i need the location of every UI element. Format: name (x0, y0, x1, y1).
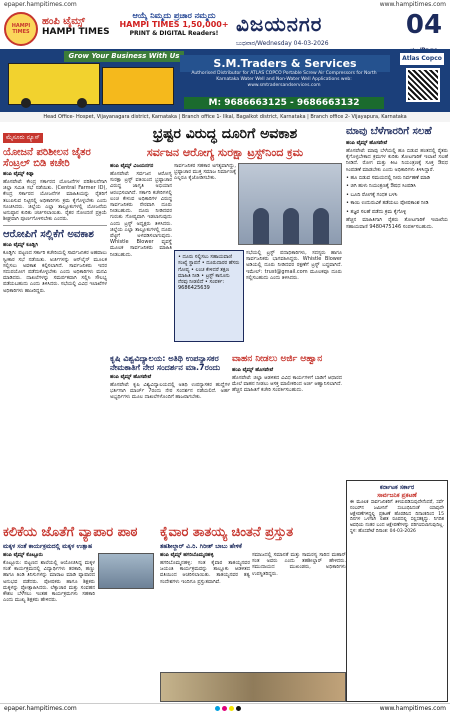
bottom-left-text: ಕೊಟ್ಟೂರು: ಪಟ್ಟಣದ ಶಾಲೆಯಲ್ಲಿ ಆಯೋಜಿಸಿದ್ದ ಮಕ್ಕಳ ಸಂತೆ ಕಾರ್ಯಕ್ರಮದಲ್ಲಿ ವಿದ್ಯಾರ್ಥಿಗಳು ತರಕಾರಿ, ಹಣ್ಣು ಹಾಗೂ ತಿಂಡಿ ತಿನಿಸುಗಳನ್ನು ಮಾರಾಟ ಮಾಡಿ ವ್ಯಾಪಾರದ ಅನುಭವ ಪಡೆದರು. ಪೋಷಕರು ಹಾಗೂ ಶಿಕ್ಷಕರು ಮಕ್ಕಳನ್ನು ಪ್ರೋತ್ಸಾಹಿಸಿದರು. ಲೆಕ್ಕಾಚಾರ ಮತ್ತು ಸಂವಹನ ಕೌಶಲ ಬೆಳೆಸಲು ಇಂತಹ ಕಾರ್ಯಕ್ರಮಗಳು ಸಹಕಾರಿ ಎಂದು ಮುಖ್ಯ ಶಿಕ್ಷಕರು ಹೇಳಿದರು. (3, 560, 95, 604)
promo-banner (118, 11, 230, 38)
main-byline: ಹಂಪಿ ಟೈಮ್ಸ್ ವಿಜಯನಗರ (110, 163, 154, 169)
bottom-mid-byline: ಹಂಪಿ ಟೈಮ್ಸ್ ಹಗರಿಬೊಮ್ಮನಹಳ್ಳಿ (160, 552, 214, 558)
sm-traders-advertisement[interactable] (0, 49, 450, 122)
main-story-photo (238, 163, 342, 245)
person-figure (253, 208, 269, 244)
right-headline: ಮಾವು ಬೆಳೆಗಾರರಿಗೆ ಸಲಹೆ (346, 126, 432, 137)
bottom-mid-photo (160, 672, 346, 702)
bottom-left-headline: ಕಲಿಕೆಯ ಜೊತೆಗೆ ವ್ಯಾಪಾರ ಪಾಠ (3, 525, 138, 540)
url-left[interactable]: epaper.hampitimes.com (4, 1, 77, 8)
left-body-2: ಕೂಡ್ಲಿಗಿ: ಪಟ್ಟಣದ ಸರ್ಕಾರಿ ಕಚೇರಿಯಲ್ಲಿ ಸಾರ್ವಜನಿಕರ ಅಹವಾಲು ಸ್ವೀಕಾರ ಸಭೆ ನಡೆಯಿತು. ಅರ್ಜಿಗಳನ್ನು ಆನ್‌ಲೈನ್ ಮೂಲಕ ಸಲ್ಲಿಸಲು ಅವಕಾಶ ಕಲ್ಪಿಸಲಾಗಿದೆ. ಸಾರ್ವಜನಿಕರು ಇದರ ಸದುಪಯೋಗ ಪಡೆದುಕೊಳ್ಳಬೇಕು ಎಂದು ಅಧಿಕಾರಿಗಳು ಮನವಿ ಮಾಡಿದರು. ದಾಖಲೆಗಳನ್ನು ಸಮರ್ಪಕವಾಗಿ ಸಲ್ಲಿಸಿ ಸೌಲಭ್ಯ ಪಡೆಯಬಹುದು ಎಂದು ತಿಳಿಸಿದರು. ಸಭೆಯಲ್ಲಿ ವಿವಿಧ ಇಲಾಖೆಗಳ ಅಧಿಕಾರಿಗಳು ಹಾಜರಿದ್ದರು. (3, 250, 107, 294)
bottom-left-body (3, 552, 95, 702)
person-figure (313, 208, 329, 244)
left-headline-1: ಯೋಜನೆ ಪರಿಶೀಲನ ಜೈತರ ಸೆಂಟ್ರಲ್ ಬಿಡಿ ಕಚೇರಿ (3, 147, 91, 169)
page-number: 04 (404, 12, 444, 64)
bottom-mid-body-2 (252, 552, 346, 672)
mid-byline-2: ಹಂಪಿ ಟೈಮ್ಸ್ ಹೊಸಪೇಟೆ (232, 367, 274, 373)
bottom-mid-headline: ಕೈವಾರ ತಾತಯ್ಯ ಚಿಂತನೆ ಪ್ರಸ್ತುತ (160, 525, 294, 540)
left-column (3, 124, 107, 524)
bottom-mid-text-2: ಸಮಾಜದಲ್ಲಿ ಸಮಾನತೆ ಮತ್ತು ಸಾಮರಸ್ಯ ಸಾರಿದ ಮಹಾನ್ ಸಂತ ಅವರು ಎಂದು ತಹಶೀಲ್ದಾರ್ ಹೇಳಿದರು. ಸಮುದಾಯದ ಮುಖಂಡರು, ಅಧಿಕಾರಿಗಳು ಉಪಸ್ಥಿತರಿದ್ದರು. (252, 552, 346, 577)
bottom-left-subhead: ಮಕ್ಕಳ ಸಂತೆ ಕಾರ್ಯಕ್ರಮದಲ್ಲಿ ಮಕ್ಕಳ ಉತ್ಸಾಹ (3, 543, 93, 550)
ad-tagline: Grow Your Business With Us (64, 51, 184, 62)
left-body-1: ಹೊಸಪೇಟೆ: ಕೇಂದ್ರ ಸರ್ಕಾರದ ಯೋಜನೆಗಳ ಪರಿಶೀಲನೆಗಾಗಿ ಜಿಲ್ಲಾ ಸಮಿತಿ ಸಭೆ ನಡೆಯಿತು. (Central Farmer ID), ಕೇಂದ್ರ ಸರ್ಕಾರದ ಯೋಜನೆಗಳ ಮಾಹಿತಿಯನ್ನು ರೈತರಿಗೆ ತಲುಪಿಸುವ ನಿಟ್ಟಿನಲ್ಲಿ ಅಧಿಕಾರಿಗಳು ಕ್ರಮ ಕೈಗೊಳ್ಳಬೇಕು ಎಂದು ಸೂಚಿಸಿದರು. ಜಿಲ್ಲೆಯ ಎಲ್ಲಾ ತಾಲ್ಲೂಕುಗಳಲ್ಲಿ ಯೋಜನೆಯ ಅನುಷ್ಠಾನ ಕುರಿತು ಚರ್ಚಿಸಲಾಯಿತು. ರೈತರ ನೋಂದಣಿ ಪ್ರಕ್ರಿಯೆ ಶೀಘ್ರವಾಗಿ ಪೂರ್ಣಗೊಳಿಸಬೇಕು ಎಂದರು. (3, 179, 107, 223)
main-body-text-3: ಸಭೆಯಲ್ಲಿ ಟ್ರಸ್ಟ್ ಪದಾಧಿಕಾರಿಗಳು, ಸದಸ್ಯರು ಹಾಗೂ ಸಾರ್ವಜನಿಕರು ಭಾಗವಹಿಸಿದ್ದರು. Whistle Blower ಅಡಿಯಲ್ಲಿ ದೂರು ನೀಡಿದವರ ರಕ್ಷಣೆಗೆ ಟ್ರಸ್ಟ್ ಬದ್ಧವಾಗಿದೆ. ಇಮೇಲ್: trust@gmail.com ಮೂಲಕವೂ ದೂರು ಸಲ್ಲಿಸಬಹುದು ಎಂದು ತಿಳಿಸಿದರು. (246, 250, 342, 281)
wheel-icon (21, 98, 31, 108)
notice-title: ಕರ್ನಾಟಕ ಸರ್ಕಾರ (379, 484, 415, 491)
ad-description: Authorised Distributor for ATLAS COPCO Portable Screw Air Compressors for North Karnataka Water Well and Non-Water Well Applications web: www.smtradersandservices.com (191, 71, 377, 88)
bullet-item: • ಹೂ ಬಿಡುವ ಸಮಯದಲ್ಲಿ ನೀರು ನಿರ್ವಹಣೆ ಮಾಡಿ (346, 174, 431, 181)
masthead (0, 10, 450, 48)
compressor-image-2 (102, 67, 174, 105)
bottom-left-photo (98, 553, 154, 589)
qr-code-icon[interactable] (406, 68, 440, 102)
main-headline: ಭ್ರಷ್ಟರ ವಿರುದ್ಧ ದೂರಿಗೆ ಅವಕಾಶ (152, 126, 298, 142)
footer-url-left[interactable]: epaper.hampitimes.com (4, 705, 77, 712)
divider (3, 225, 107, 226)
left-headline-2: ಆರೋಪಿಗೆ ಸಲ್ಲಿಕೆಗೆ ಅವಕಾಶ (3, 229, 94, 241)
right-body-2: ಹೆಚ್ಚಿನ ಮಾಹಿತಿಗಾಗಿ ರೈತರು ತೋಟಗಾರಿಕೆ ಇಲಾಖೆಯ ಸಹಾಯವಾಣಿ 9480475146 ಸಂಪರ್ಕಿಸಬಹುದು. (346, 217, 448, 230)
main-subhead: ಸರ್ವಜನ ಆರೋಗ್ಯ ಸುರಕ್ಷಾ ಟ್ರಸ್ಟ್‌ನಿಂದ ಕ್ರಮ (146, 146, 304, 159)
bullet-item: • ಬೂದಿ ರೋಗಕ್ಕೆ ಗಂಧಕ ಬಳಸಿ (346, 191, 398, 198)
url-right[interactable]: www.hampitimes.com (379, 1, 446, 8)
dateline: ಬುಧವಾರ/Wednesday 04-03-2026 (236, 40, 329, 47)
compressor-image (8, 63, 100, 105)
brand-kannada: ಹಂಪಿ ಟೈಮ್ಸ್ (42, 16, 85, 27)
wheel-icon (77, 98, 87, 108)
notice-body: ಈ ಮೂಲಕ ಸಾರ್ವಜನಿಕರಿಗೆ ತಿಳಿಯಪಡಿಸುವುದೇನೆಂದರೆ, ಸರ್ವೆ ನಂಬರ್‌ನ ಜಮೀನಿಗೆ ಸಂಬಂಧಿಸಿದಂತೆ ಯಾವುದೇ ಆಕ್ಷೇಪಣೆಗಳಿದ್ದಲ್ಲಿ ಪ್ರಕಟಣೆ ಹೊರಡಿಸಿದ ದಿನಾಂಕದಿಂದ 15 ದಿನಗಳ ಒಳಗಾಗಿ ಲಿಖಿತ ರೂಪದಲ್ಲಿ ಸಲ್ಲಿಸತಕ್ಕದ್ದು. ನಿಗದಿತ ಅವಧಿಯ ನಂತರ ಬಂದ ಆಕ್ಷೇಪಣೆಗಳನ್ನು ಪರಿಗಣಿಸಲಾಗುವುದಿಲ್ಲ. ಸ್ಥಳ: ಹೊಸಪೇಟೆ ದಿನಾಂಕ: 04-03-2026 (350, 500, 444, 534)
bottom-left-byline: ಹಂಪಿ ಟೈಮ್ಸ್ ಕೊಟ್ಟೂರು (3, 552, 43, 558)
left-byline-1: ಹಂಪಿ ಟೈಮ್ಸ್ ಕಿಡ್ನಾ (3, 171, 35, 177)
bullet-item: • ತಜ್ಞರ ಸಲಹೆ ಪಡೆದು ಕ್ರಮ ಕೈಗೊಳ್ಳಿ (346, 208, 407, 215)
mid-headline-1: ಕೃಷಿ ವಿಶ್ವವಿದ್ಯಾಲಯ: ಅತಿಥಿ ಉಪನ್ಯಾಸಕರ ನೇಮಕಾತಿಗೆ ನೇರ ಸಂದರ್ಶನ ಮಾ.7ರಂದು (110, 354, 221, 372)
ad-phone-numbers[interactable]: M: 9686663125 - 9686663132 (184, 97, 384, 109)
right-byline: ಹಂಪಿ ಟೈಮ್ಸ್ ಹೊಸಪೇಟೆ (346, 140, 388, 146)
promo-line-3: PRINT & DIGITAL Readers! (129, 30, 219, 37)
bullet-item: • ಕಾಯಿ ಉದುರುವಿಕೆ ತಡೆಯಲು ಪೋಷಕಾಂಶ ನೀಡಿ (346, 200, 429, 207)
brand-english: HAMPI TIMES (42, 27, 110, 37)
bottom-mid-subhead: ತಹಶೀಲ್ದಾರ್ ವಿ.ರಿ. ಗಿರೀಶ್ ಬಾಬು ಹೇಳಿಕೆ (160, 543, 242, 550)
promo-line-1: ಆಯ್ಕೆ ನಿಮ್ಮದು ಪ್ರಚಾರ ನಮ್ಮದು (132, 11, 216, 20)
public-notice (346, 480, 448, 702)
section-kicker: ಮೈಸೂರು ನ್ಯೂಸ್ (3, 133, 43, 143)
person-figure (283, 208, 299, 244)
ad-company-name: S.M.Traders & Services (180, 55, 390, 72)
paper-title: ವಿಜಯನಗರ (236, 12, 323, 36)
mid-byline-1: ಹಂಪಿ ಟೈಮ್ಸ್ ಹೊಸಪೇಟೆ (110, 374, 152, 380)
main-body-text-1: ಹೊಸಪೇಟೆ: ಸರ್ವಜನ ಆರೋಗ್ಯ ಸುರಕ್ಷಾ ಟ್ರಸ್ಟ್ ವತಿಯಿಂದ ಭ್ರಷ್ಟಾಚಾರ ವಿರುದ್ಧ ಜಾಗೃತಿ ಅಭಿಯಾನ ಆರಂಭಿಸಲಾಗಿದೆ. ಸರ್ಕಾರಿ ಕಚೇರಿಗಳಲ್ಲಿ ಲಂಚ ಕೇಳುವ ಅಧಿಕಾರಿಗಳ ವಿರುದ್ಧ ಸಾರ್ವಜನಿಕರು ನೇರವಾಗಿ ದೂರು ನೀಡಬಹುದು. ದೂರು ನೀಡಿದವರ ಗುರುತು ಗೋಪ್ಯವಾಗಿ ಇಡಲಾಗುವುದು ಎಂದು ಟ್ರಸ್ಟ್ ಅಧ್ಯಕ್ಷರು ತಿಳಿಸಿದರು. ಜಿಲ್ಲೆಯ ಎಲ್ಲಾ ತಾಲ್ಲೂಕುಗಳಲ್ಲಿ ದೂರು ಪೆಟ್ಟಿಗೆ ಅಳವಡಿಸಲಾಗುವುದು. Whistle Blower ವ್ಯವಸ್ಥೆ ಮೂಲಕ ಸಾರ್ವಜನಿಕರು ಮಾಹಿತಿ ನೀಡಬಹುದು. (110, 171, 172, 258)
right-body: ಹೊಸಪೇಟೆ: ಮಾವು ಬೆಳೆಯಲ್ಲಿ ಹೂ ಬಿಡುವ ಹಂತದಲ್ಲಿ ರೈತರು ಕೈಗೊಳ್ಳಬೇಕಾದ ಕ್ರಮಗಳ ಕುರಿತು ತೋಟಗಾರಿಕೆ ಇಲಾಖೆ ಸಲಹೆ ನೀಡಿದೆ. ರೋಗ ಮತ್ತು ಕೀಟ ನಿಯಂತ್ರಣಕ್ಕೆ ಸೂಕ್ತ ಔಷಧ ಸಿಂಪಡಣೆ ಮಾಡಬೇಕು ಎಂದು ಅಧಿಕಾರಿಗಳು ತಿಳಿಸಿದ್ದಾರೆ. (346, 148, 448, 173)
atlas-copco-logo: Atlas Copco (400, 53, 444, 65)
mid-headline-2: ವಾಹನ ನೀಡಲು ಅರ್ಜಿ ಆಹ್ವಾನ (232, 354, 323, 364)
notice-subtitle: ಸಾರ್ವಜನಿಕ ಪ್ರಕಟಣೆ (377, 492, 417, 499)
bottom-mid-body-1 (160, 552, 250, 672)
ad-office-addresses: Head Office- Hospet, Vijayanagara district, Karnataka | Branch office 1- Ilkal, Bagalkot district, Karnataka | Branch office 2- Vijayapura, Karnataka (0, 112, 450, 122)
mid-body-1: ಹೊಸಪೇಟೆ: ಕೃಷಿ ವಿಶ್ವವಿದ್ಯಾಲಯದಲ್ಲಿ ಅತಿಥಿ ಉಪನ್ಯಾಸಕರ ಹುದ್ದೆಗಳ ಭರ್ತಿಗಾಗಿ ಮಾರ್ಚ್ 7ರಂದು ನೇರ ಸಂದರ್ಶನ ನಡೆಯಲಿದೆ. ಅರ್ಹ ಅಭ್ಯರ್ಥಿಗಳು ಮೂಲ ದಾಖಲೆಗಳೊಂದಿಗೆ ಹಾಜರಾಗಬೇಕು. (110, 382, 230, 401)
mid-body-2: ಹೊಸಪೇಟೆ: ಜಿಲ್ಲಾ ಆಡಳಿತದ ವಿವಿಧ ಕಾರ್ಯಗಳಿಗೆ ಬಾಡಿಗೆ ಆಧಾರದ ಮೇಲೆ ವಾಹನ ನೀಡಲು ಆಸಕ್ತ ಮಾಲೀಕರಿಂದ ಅರ್ಜಿ ಆಹ್ವಾನಿಸಲಾಗಿದೆ. ಹೆಚ್ಚಿನ ಮಾಹಿತಿಗೆ ಕಚೇರಿ ಸಂಪರ್ಕಿಸಬಹುದು. (232, 375, 342, 394)
mid-story-2 (232, 352, 342, 452)
brand-name (42, 16, 110, 38)
left-byline-2: ಹಂಪಿ ಟೈಮ್ಸ್ ಕೂಡ್ಲಿಗಿ (3, 242, 39, 249)
footer-url-right[interactable]: www.hampitimes.com (379, 705, 446, 712)
main-body-text-2: ಸಾರ್ವಜನಿಕರ ಸಹಕಾರ ಅಗತ್ಯವಾಗಿದ್ದು, ಭ್ರಷ್ಟಾಚಾರ ಮುಕ್ತ ಸಮಾಜ ನಿರ್ಮಾಣಕ್ಕೆ ಎಲ್ಲರೂ ಕೈಜೋಡಿಸಬೇಕು. (174, 163, 236, 182)
mid-story-1 (110, 352, 230, 452)
bullet-item: • ಜಿಗಿ ಹುಳು ನಿಯಂತ್ರಣಕ್ಕೆ ಔಷಧ ಸಿಂಪಡಿಸಿ (346, 183, 416, 190)
hampi-times-logo: HAMPI TIMES (4, 12, 38, 46)
right-bullet-list (346, 175, 448, 216)
main-body-col-2 (174, 163, 236, 243)
main-body-col-3 (246, 250, 342, 350)
color-dots (215, 706, 241, 711)
top-url-bar (0, 0, 450, 10)
main-info-box: • ದೂರು ಸಲ್ಲಿಸಲು ಸಹಾಯವಾಣಿ ಸಂಖ್ಯೆ ಸ್ಥಾಪನೆ • ದೂರುದಾರರ ಹೆಸರು ಗೋಪ್ಯ • ಲಂಚ ಕೇಳಿದರೆ ತಕ್ಷಣ ಮಾಹಿತಿ ನೀಡಿ • ಟ್ರಸ್ಟ್ ಕಾನೂನು ನೆರವು ನೀಡಲಿದೆ • ಸಂಪರ್ಕ: 9686425639 (174, 250, 244, 342)
footer-bar (0, 703, 450, 713)
right-column (346, 126, 448, 478)
bottom-mid-text-1: ಹಗರಿಬೊಮ್ಮನಹಳ್ಳಿ: ಸಂತ ಕೈವಾರ ತಾತಯ್ಯನವರ ಜಯಂತಿ ಕಾರ್ಯಕ್ರಮವನ್ನು ತಾಲ್ಲೂಕು ಆಡಳಿತದ ವತಿಯಿಂದ ಆಚರಿಸಲಾಯಿತು. ತಾತಯ್ಯನವರ ತತ್ವ ಸಂದೇಶಗಳು ಇಂದಿಗೂ ಪ್ರಸ್ತುತವಾಗಿವೆ. (160, 560, 250, 585)
promo-line-2: HAMPI TIMES 1,50,000+ (119, 20, 229, 29)
